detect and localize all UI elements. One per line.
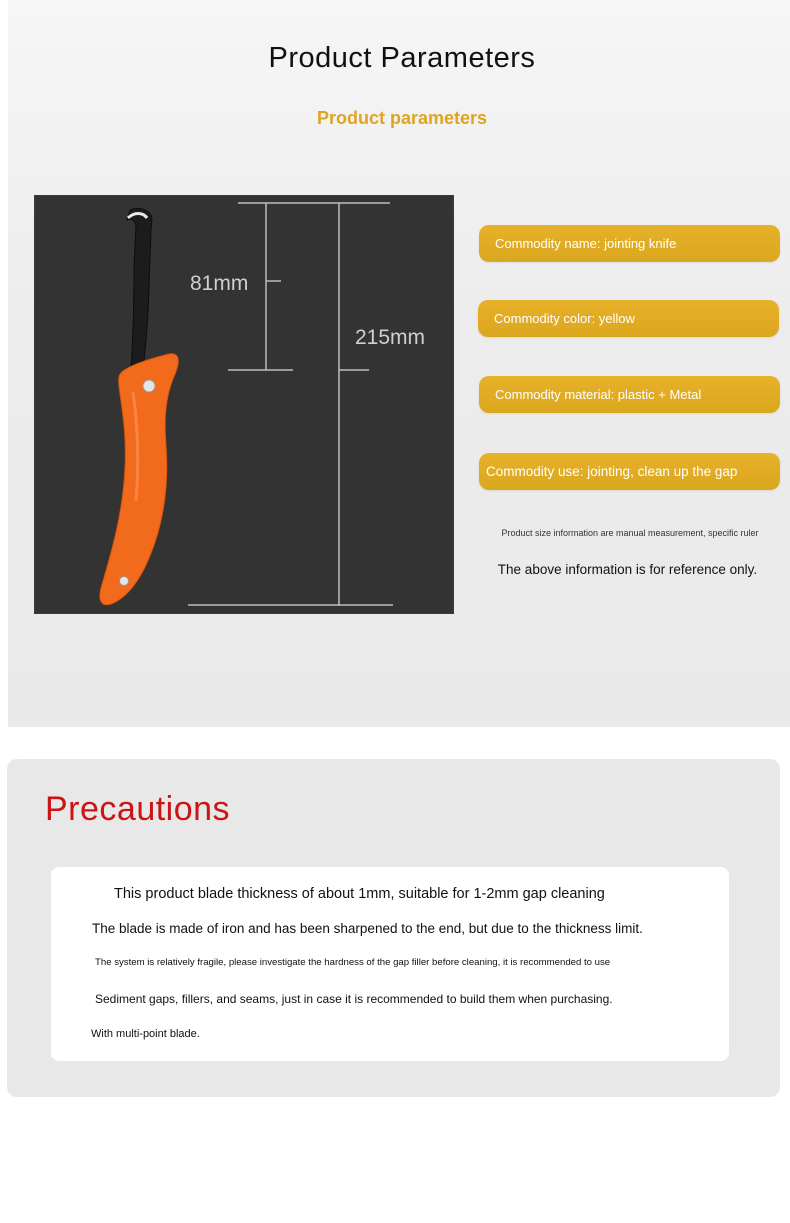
measurement-lines bbox=[188, 203, 393, 606]
param-commodity-color: Commodity color: yellow bbox=[478, 300, 779, 337]
knife-handle bbox=[100, 354, 178, 605]
page-subtitle: Product parameters bbox=[316, 108, 488, 128]
page-title: Product Parameters bbox=[268, 42, 536, 74]
precaution-line: The blade is made of iron and has been sharpened to the end, but due to the thickness limit. bbox=[92, 921, 643, 936]
param-commodity-name: Commodity name: jointing knife bbox=[479, 225, 780, 262]
product-photo bbox=[34, 195, 454, 614]
param-commodity-material: Commodity material: plastic + Metal bbox=[479, 376, 780, 413]
precaution-line: Sediment gaps, fillers, and seams, just in case it is recommended to build them when purchasing. bbox=[95, 992, 613, 1006]
precautions-title: Precautions bbox=[45, 790, 231, 828]
knife-blade bbox=[127, 208, 152, 381]
dimension-label-short: 81mm bbox=[190, 272, 249, 295]
measurement-note: Product size information are manual measurement, specific ruler bbox=[501, 528, 759, 538]
jointing-knife-illustration bbox=[35, 196, 453, 613]
dimension-label-long: 215mm bbox=[355, 326, 426, 349]
precaution-line: With multi-point blade. bbox=[91, 1028, 200, 1040]
reference-note: The above information is for reference only. bbox=[497, 562, 758, 577]
handle-rivet-bottom bbox=[120, 577, 129, 586]
precaution-line: This product blade thickness of about 1mm, suitable for 1-2mm gap cleaning bbox=[114, 886, 605, 902]
param-commodity-use: Commodity use: jointing, clean up the gap bbox=[479, 453, 780, 490]
handle-rivet-top bbox=[143, 380, 155, 392]
precaution-line: The system is relatively fragile, please investigate the hardness of the gap filler before cleaning, it is recommended to use bbox=[95, 957, 611, 968]
